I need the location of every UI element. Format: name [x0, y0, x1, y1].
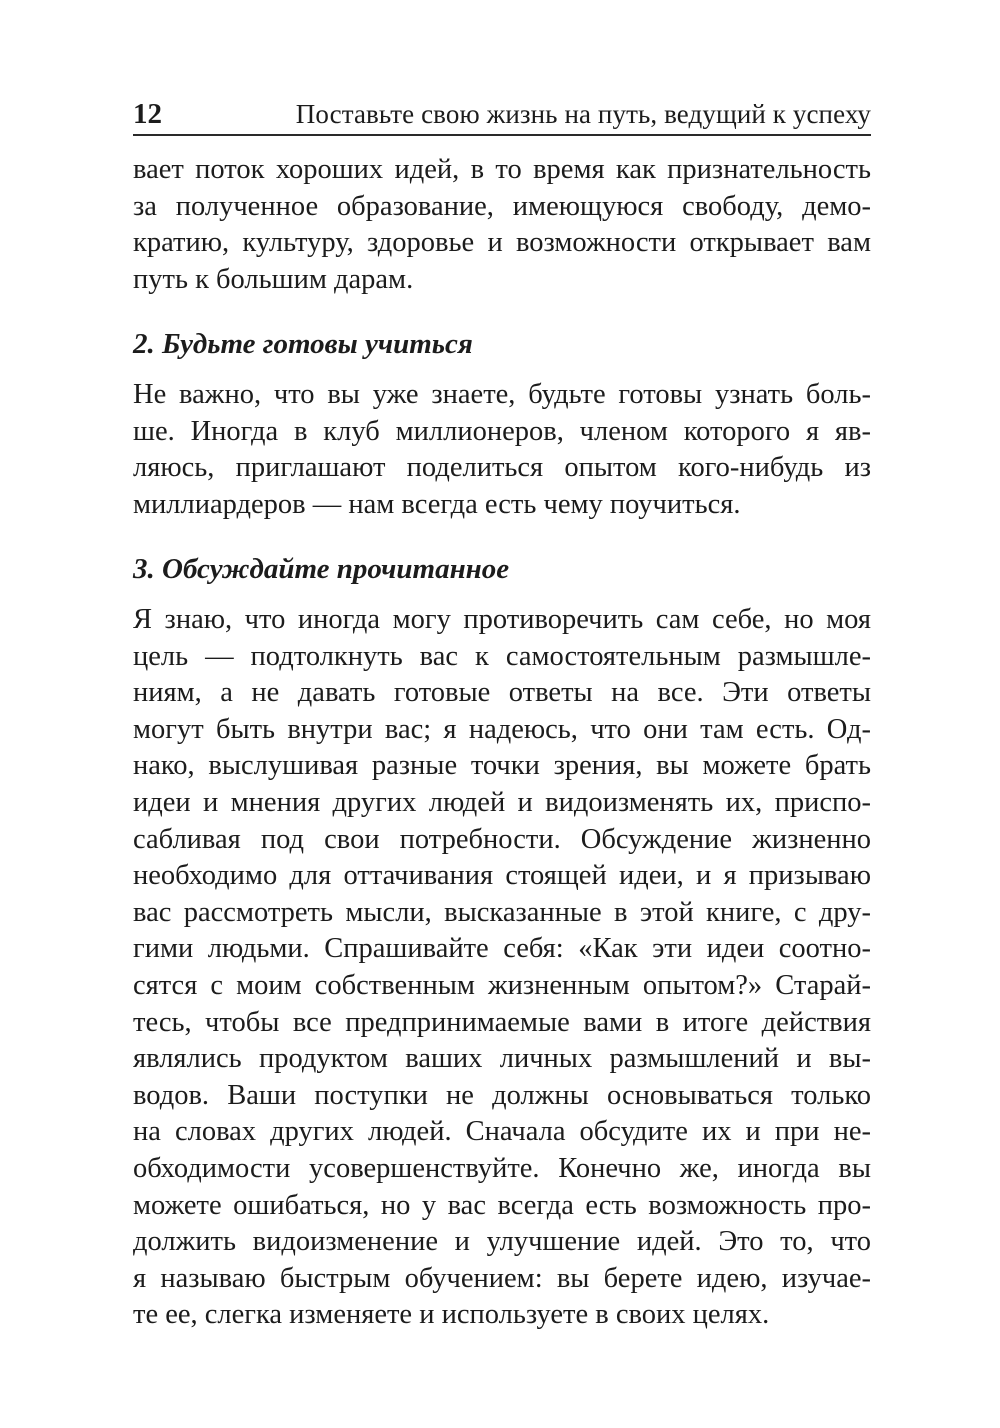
text-line: сабливая под свои потребности. Обсуждение жизненно — [133, 823, 871, 855]
text-line: необходимо для оттачивания стоящей идеи, и я призываю — [133, 860, 871, 892]
text-line: сятся с моим собственным жизненным опытом?» Старай- — [133, 969, 871, 1001]
text-line: Не важно, что вы уже знаете, будьте готовы узнать боль- — [133, 379, 871, 410]
paragraph-continued — [133, 152, 871, 298]
text-line: на словах других людей. Сначала обсудите их и при не- — [133, 1116, 871, 1148]
text-line: вас рассмотреть мысли, высказанные в этой книге, с дру- — [133, 896, 871, 928]
text-line: являлись продуктом ваших личных размышлений и вы- — [133, 1043, 871, 1075]
running-title: Поставьте свою жизнь на путь, ведущий к успеху — [295, 99, 871, 129]
text-line: могут быть внутри вас; я надеюсь, что они там есть. Од- — [133, 713, 871, 745]
text-line: должить видоизменение и улучшение идей. Это то, что — [133, 1226, 871, 1258]
text-line: идеи и мнения других людей и видоизменять их, приспо- — [133, 786, 871, 818]
text-line: вает поток хороших идей, в то время как признательность — [133, 154, 871, 185]
text-line: за полученное образование, имеющуюся свободу, демо- — [133, 190, 871, 222]
text-line: можете ошибаться, но у вас всегда есть возможность про- — [133, 1189, 871, 1221]
paragraph-section-3 — [133, 602, 871, 1334]
text-line: ше. Иногда в клуб миллионеров, членом которого я яв- — [133, 415, 871, 447]
running-header — [133, 94, 871, 136]
text-line: те ее, слегка изменяете и используете в своих целях. — [133, 1299, 770, 1331]
section-heading-3: 3. Обсуждайте прочитанное — [133, 553, 510, 585]
text-line: кратию, культуру, здоровье и возможности открывает вам — [133, 227, 871, 259]
text-line: цель — подтолкнуть вас к самостоятельным размышле- — [133, 640, 871, 672]
text-line: я называю быстрым обучением: вы берете идею, изучае- — [133, 1262, 871, 1294]
text-line: водов. Ваши поступки не должны основываться только — [133, 1079, 871, 1111]
text-line: нако, выслушивая разные точки зрения, вы можете брать — [133, 750, 871, 782]
section-heading-2: 2. Будьте готовы учиться — [133, 328, 473, 360]
paragraph-section-2 — [133, 377, 871, 523]
text-line: миллиардеров — нам всегда есть чему поучиться. — [133, 488, 741, 520]
text-line: тесь, чтобы все предпринимаемые вами в итоге действия — [133, 1006, 871, 1038]
text-line: обходимости усовершенствуйте. Конечно же, иногда вы — [133, 1152, 871, 1184]
text-line: ниям, а не давать готовые ответы на все. Эти ответы — [133, 677, 871, 709]
text-line: ляюсь, приглашают поделиться опытом кого-нибудь из — [133, 452, 871, 484]
text-line: Я знаю, что иногда могу противоречить сам себе, но моя — [133, 604, 871, 635]
text-line: путь к большим дарам. — [133, 263, 414, 295]
text-line: гими людьми. Спрашивайте себя: «Как эти идеи соотно- — [133, 933, 871, 965]
page-number: 12 — [133, 98, 162, 130]
